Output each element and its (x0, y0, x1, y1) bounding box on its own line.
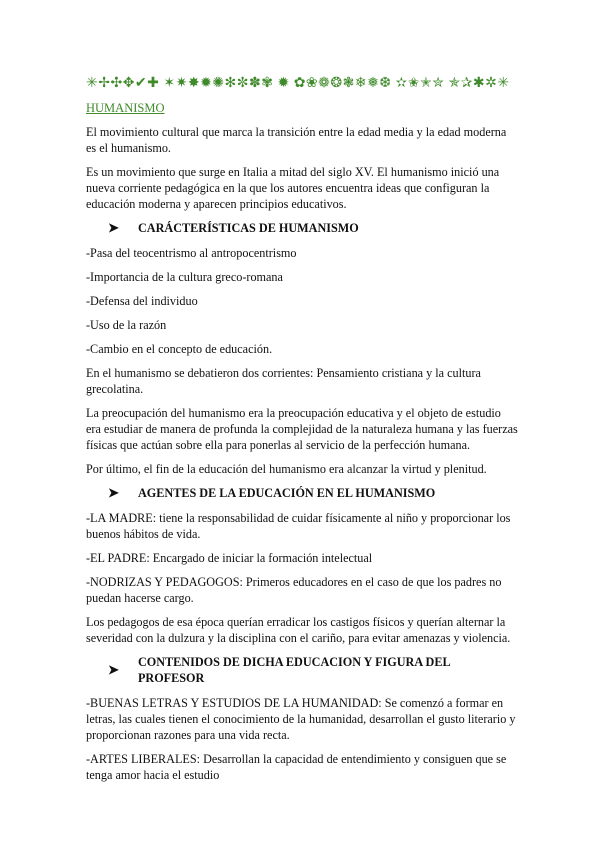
paragraph: La preocupación del humanismo era la preocupación educativa y el objeto de estudio era estudiar de manera de profunda la complejidad de la naturaleza humana y las fuerzas físicas que actúan sobre ella para ponerlas al servicio de la perfección humana. (86, 406, 518, 452)
list-item: -Defensa del individuo (86, 294, 198, 308)
section-title: CONTENIDOS DE DICHA EDUCACION Y FIGURA DEL PROFESOR (137, 655, 450, 685)
paragraph: Los pedagogos de esa época querían erradicar los castigos físicos y querían alternar la severidad con la dulzura y la disciplina con el cariño, para evitar amenazas y violencia. (86, 615, 511, 645)
section-heading-contenidos (86, 654, 518, 686)
arrow-bullet-icon: ➤ (108, 485, 119, 500)
section-title: CARÁCTERÍSTICAS DE HUMANISMO (138, 221, 359, 235)
list-item: -NODRIZAS Y PEDAGOGOS: Primeros educadores en el caso de que los padres no puedan hacerse cargo. (86, 575, 502, 605)
section-heading-caracteristicas (86, 220, 518, 236)
heading-humanismo[interactable]: HUMANISMO (86, 101, 165, 115)
section-heading-agentes (86, 485, 518, 501)
list-item: -ARTES LIBERALES: Desarrollan la capacidad de entendimiento y consiguen que se tenga amor hacia el estudio (86, 752, 507, 782)
section-title: AGENTES DE LA EDUCACIÓN EN EL HUMANISMO (138, 486, 436, 500)
list-item: -LA MADRE: tiene la responsabilidad de cuidar físicamente al niño y proporcionar los buenos hábitos de vida. (86, 511, 511, 541)
document-body (86, 74, 518, 791)
paragraph: Es un movimiento que surge en Italia a mitad del siglo XV. El humanismo inició una nueva corriente pedagógica en la que los autores encuentra ideas que configuran la educación moderna y aparecen principios educativos. (86, 165, 500, 211)
arrow-bullet-icon: ➤ (108, 662, 119, 677)
list-item: -Importancia de la cultura greco-romana (86, 270, 283, 284)
paragraph: Por último, el fin de la educación del humanismo era alcanzar la virtud y plenitud. (86, 462, 487, 476)
dingbat-title: ✳✢✣✥✔✚ ✶✷✸✹✺✻✼✽✾ ✹ ✿❀❁❂❃❄❅❆ ✫✬✭✮ ✯✰✱✲✳ (86, 76, 510, 91)
list-item: -BUENAS LETRAS Y ESTUDIOS DE LA HUMANIDAD: Se comenzó a formar en letras, las cuales tienen el conocimiento de la humanidad, desarrollan el gusto literario y proporcionan razones para una vida recta. (86, 696, 516, 742)
arrow-bullet-icon: ➤ (108, 220, 119, 235)
paragraph: El movimiento cultural que marca la transición entre la edad media y la edad moderna es el humanismo. (86, 125, 507, 155)
paragraph: En el humanismo se debatieron dos corrientes: Pensamiento cristiana y la cultura grecolatina. (86, 366, 481, 396)
list-item: -EL PADRE: Encargado de iniciar la formación intelectual (86, 551, 373, 565)
list-item: -Uso de la razón (86, 318, 167, 332)
list-item: -Cambio en el concepto de educación. (86, 342, 273, 356)
list-item: -Pasa del teocentrismo al antropocentrismo (86, 246, 297, 260)
